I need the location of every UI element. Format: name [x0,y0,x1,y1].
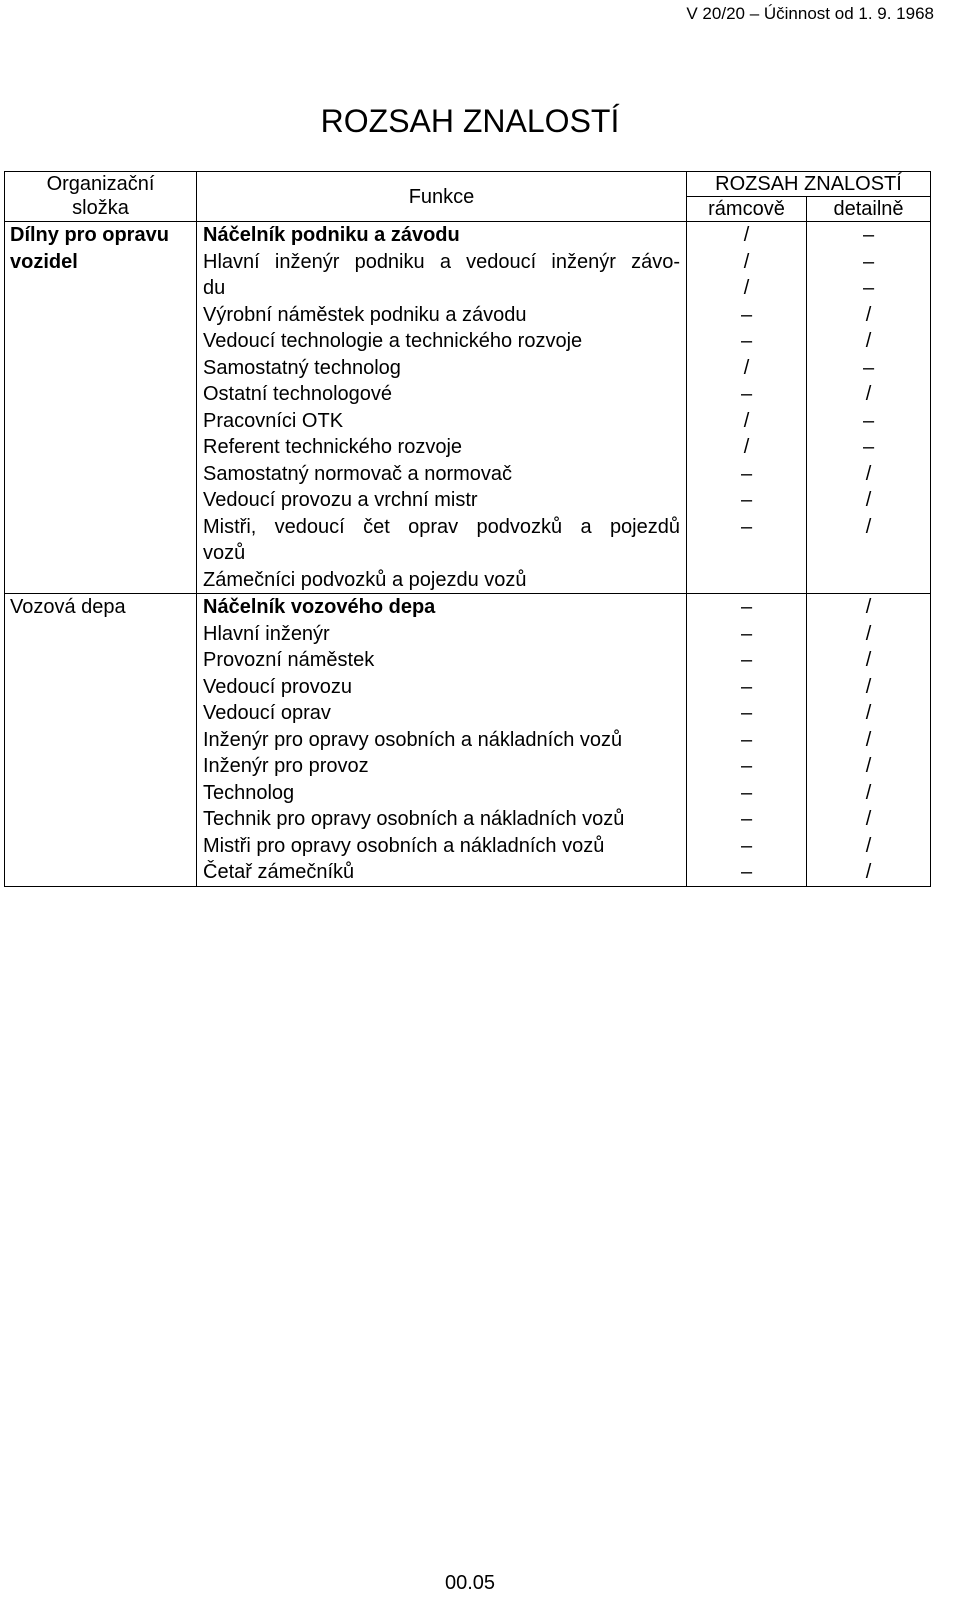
detail-mark: / [865,808,872,830]
detail-mark: – [862,409,875,432]
function-label: Technolog [203,781,295,804]
function-label: Technik pro opravy osobních a nákladních vozů [203,808,625,830]
function-label: Referent technického rozvoje [203,436,463,458]
function-label: Výrobní náměstek podniku a závodu [203,303,527,326]
detail-mark: – [862,356,875,379]
detail-mark: – [862,224,875,246]
detail-mark: / [865,702,872,724]
frame-mark: – [740,489,753,511]
detail-mark: / [865,303,872,326]
table-group-row [5,222,931,594]
detail-mark: / [865,834,872,857]
table-header-row [5,172,931,197]
frame-mark: / [743,356,750,379]
detail-mark: / [865,330,872,352]
document-reference: V 20/20 – Účinnost od 1. 9. 1968 [686,4,934,23]
function-label: du [203,277,226,299]
detail-cell [807,222,931,594]
frame-mark: – [740,649,753,671]
detail-mark: / [865,596,872,618]
frame-mark: – [740,596,753,618]
detail-mark: / [865,675,872,698]
org-unit-label: Vozová depa [10,596,126,618]
detail-mark: – [862,436,875,458]
org-unit-cell [5,222,197,594]
frame-mark: – [740,330,753,352]
frame-mark: – [740,834,753,857]
function-label: Vedoucí technologie a technického rozvoje [203,330,583,352]
detail-cell [807,594,931,887]
function-label: Hlavní inženýr [203,622,330,645]
detail-mark: / [865,515,872,538]
function-cell [197,594,687,887]
detail-mark: / [865,383,872,405]
column-header-scope: ROZSAH ZNALOSTÍ [687,172,931,197]
frame-mark: – [740,781,753,804]
function-label: Samostatný technolog [203,356,401,379]
function-label: Četař zámečníků [203,861,355,883]
frame-mark: – [740,515,753,538]
function-label: Vedoucí provozu a vrchní mistr [203,489,478,511]
detail-mark: / [865,649,872,671]
frame-mark: – [740,861,753,883]
function-label: Pracovníci OTK [203,409,344,432]
frame-mark: – [740,808,753,830]
frame-mark [687,540,806,567]
function-label: Provozní náměstek [203,649,375,671]
frame-mark: – [740,622,753,645]
column-header-org-line2: složka [72,197,129,219]
function-label: Mistři, vedoucí čet oprav podvozků a pojezdů [203,515,680,538]
frame-mark: / [743,409,750,432]
function-label: Hlavní inženýr podniku a vedoucí inženýr závo- [203,250,680,273]
detail-mark: / [865,861,872,883]
frame-cell [687,222,807,594]
column-header-frame: rámcově [687,197,807,222]
detail-mark [807,540,930,567]
function-cell [197,222,687,594]
function-label: Náčelník podniku a závodu [203,224,460,246]
frame-mark: / [743,224,750,246]
frame-mark: – [740,303,753,326]
function-label: Mistři pro opravy osobních a nákladních vozů [203,834,605,857]
frame-cell [687,594,807,887]
frame-mark: – [740,462,753,485]
column-header-detail: detailně [807,197,931,222]
frame-mark: – [740,383,753,405]
detail-mark: / [865,728,872,751]
detail-mark: / [865,622,872,645]
function-label: Vedoucí oprav [203,702,331,724]
frame-mark: / [743,436,750,458]
function-label: Vedoucí provozu [203,675,352,698]
frame-mark: – [740,755,753,777]
page-title: ROZSAH ZNALOSTÍ [320,103,620,139]
column-header-org [5,172,197,222]
detail-mark: – [862,250,875,273]
page-number: 00.05 [444,1572,496,1594]
function-label: vozů [203,542,246,564]
knowledge-scope-table [4,171,931,887]
function-label: Náčelník vozového depa [203,596,436,618]
function-label: Zámečníci podvozků a pojezdu vozů [203,568,527,591]
frame-mark: – [740,702,753,724]
frame-mark: / [743,250,750,273]
column-header-org-line1: Organizační [46,173,155,195]
detail-mark [807,567,930,594]
detail-mark: / [865,462,872,485]
org-unit-label: Dílny pro opravu [10,224,169,246]
column-header-function: Funkce [197,172,687,222]
detail-mark: – [862,277,875,299]
frame-mark: / [743,277,750,299]
detail-mark: / [865,755,872,777]
detail-mark: / [865,489,872,511]
table-group-row [5,594,931,887]
function-label: Inženýr pro opravy osobních a nákladních vozů [203,728,623,751]
function-label: Ostatní technologové [203,383,393,405]
detail-mark: / [865,781,872,804]
frame-mark: – [740,675,753,698]
org-unit-cell [5,594,197,887]
frame-mark [687,567,806,594]
org-unit-label: vozidel [10,250,78,273]
frame-mark: – [740,728,753,751]
function-label: Inženýr pro provoz [203,755,369,777]
function-label: Samostatný normovač a normovač [203,462,513,485]
